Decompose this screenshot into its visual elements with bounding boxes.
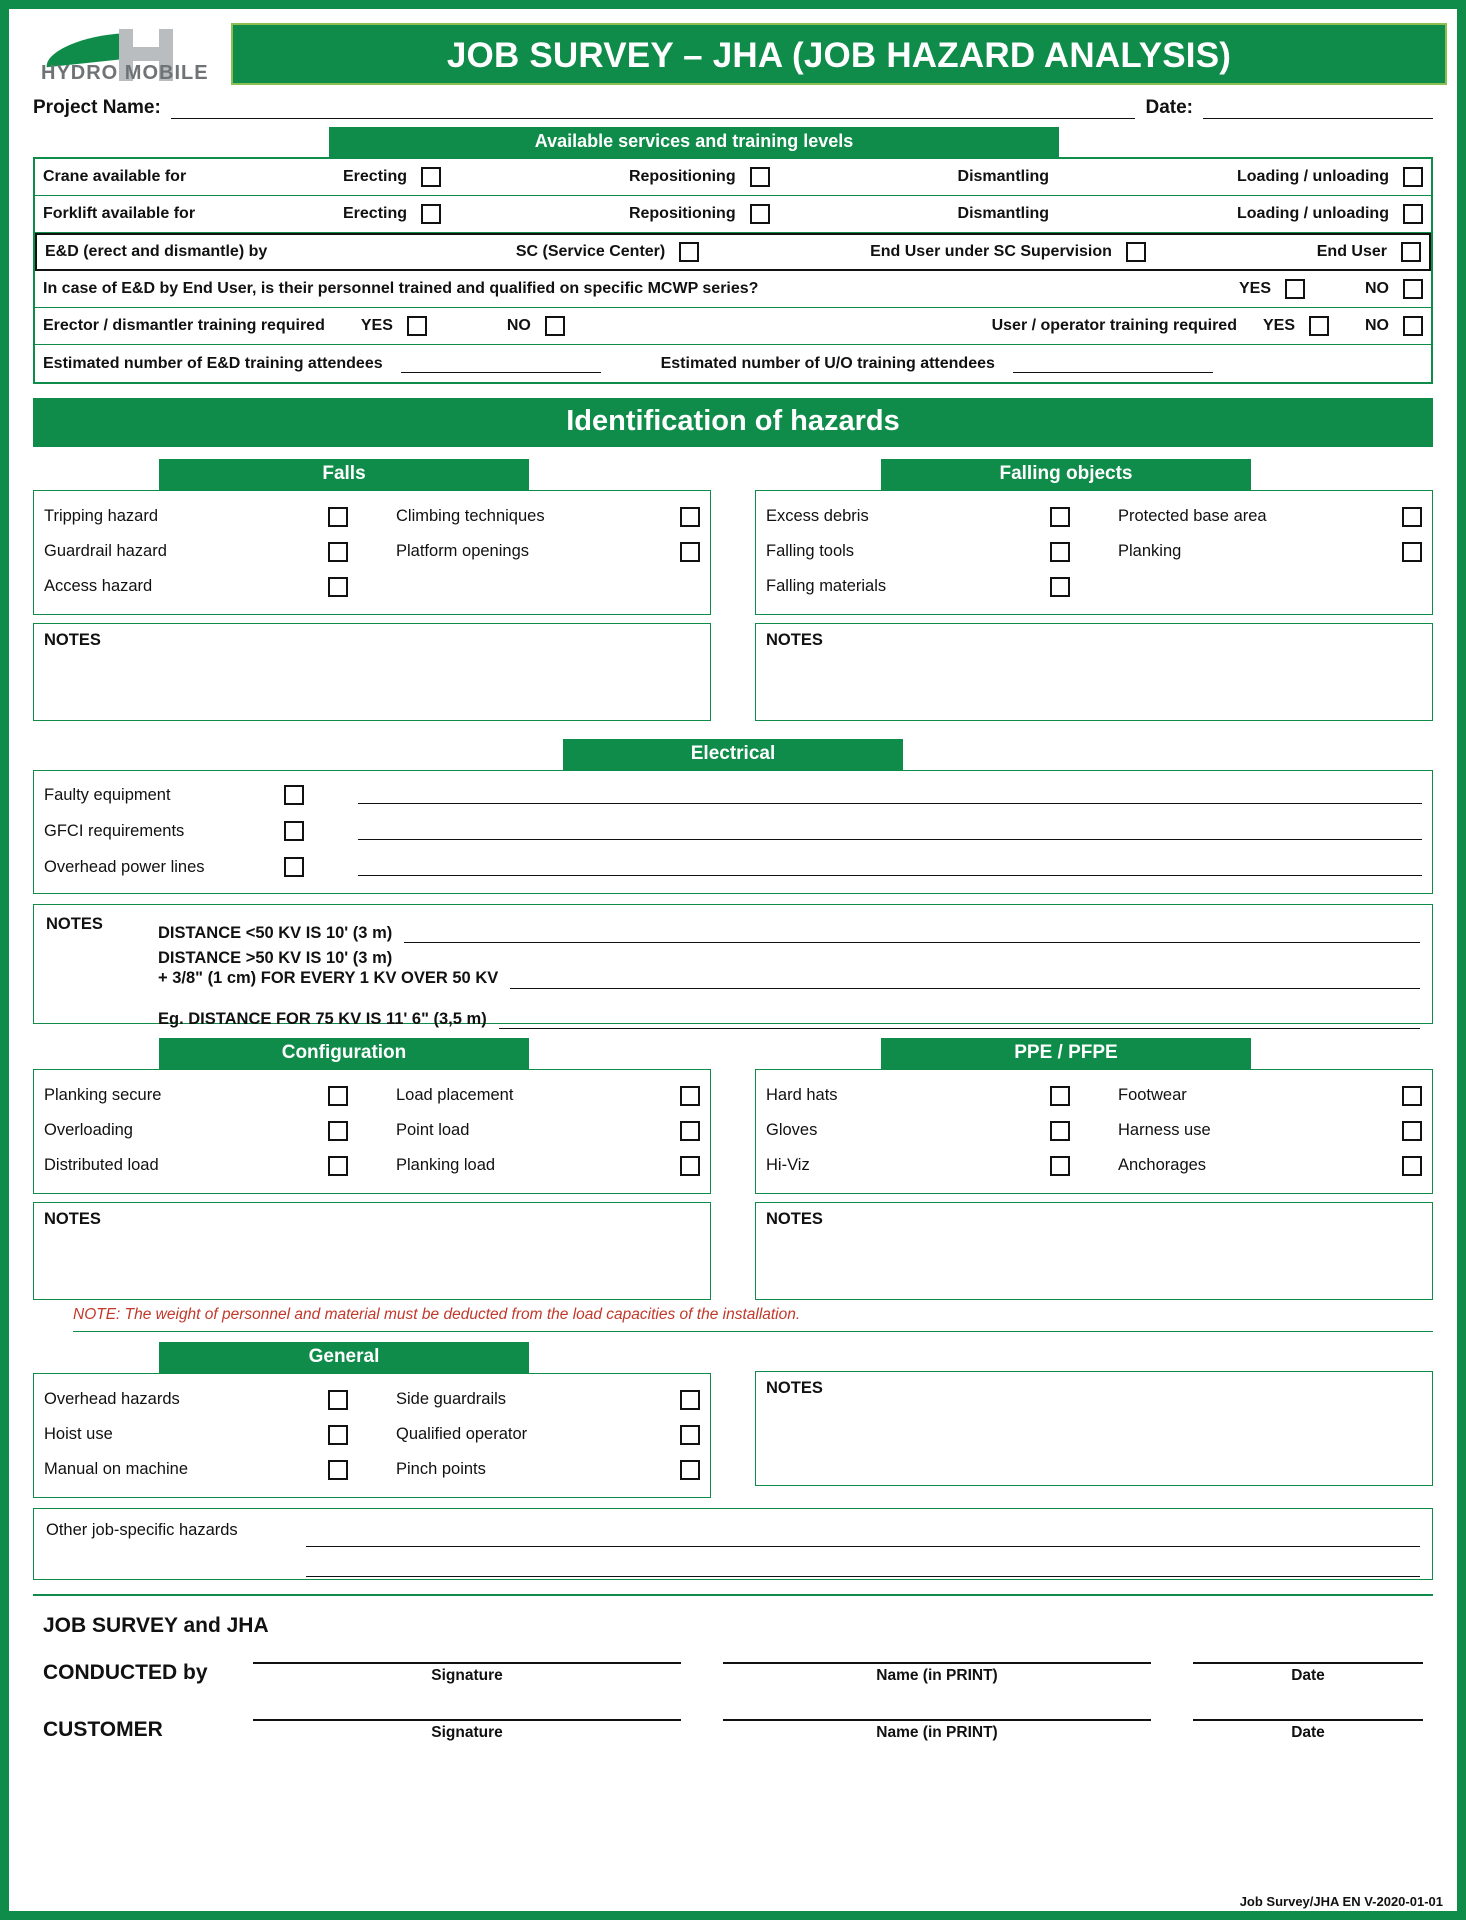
ppe-box	[755, 1069, 1433, 1194]
general-item[interactable]	[396, 1382, 700, 1417]
signature-divider	[33, 1594, 1433, 1596]
ppe-item-label: Gloves	[766, 1121, 818, 1139]
falling-objects-box	[755, 490, 1433, 615]
conducted-date-caption: Date	[1291, 1667, 1325, 1685]
trained-no-checkbox[interactable]	[1403, 279, 1423, 299]
falls-notes[interactable]	[33, 623, 711, 721]
hazards-section	[33, 398, 1433, 1498]
falls-item-label: Platform openings	[396, 542, 529, 560]
ed-by-enduser-checkbox[interactable]	[1401, 242, 1421, 262]
training-required-row	[35, 308, 1431, 345]
falling-objects-item-checkbox[interactable]	[1402, 507, 1422, 527]
customer-signature-caption: Signature	[431, 1724, 503, 1742]
ppe-item[interactable]	[1118, 1078, 1422, 1113]
ppe-item[interactable]	[1118, 1148, 1422, 1183]
falls-item-checkbox[interactable]	[328, 577, 348, 597]
hazard-group-ppe	[755, 1038, 1433, 1300]
configuration-item-label: Load placement	[396, 1086, 514, 1104]
electrical-item[interactable]	[44, 777, 1422, 813]
forklift-label: Forklift available for	[43, 205, 196, 222]
ppe-item-label: Harness use	[1118, 1121, 1211, 1139]
signature-section	[43, 1612, 1423, 1742]
configuration-box	[33, 1069, 711, 1194]
general-item[interactable]	[44, 1452, 348, 1487]
configuration-item-checkbox[interactable]	[328, 1156, 348, 1176]
general-item-checkbox[interactable]	[328, 1460, 348, 1480]
configuration-item-label: Point load	[396, 1121, 470, 1139]
falling-objects-item-label: Protected base area	[1118, 507, 1267, 525]
customer-name-caption: Name (in PRINT)	[876, 1724, 998, 1742]
conducted-title-line1: JOB SURVEY and JHA	[43, 1614, 269, 1637]
electrical-title: Electrical	[563, 739, 903, 770]
general-item-checkbox[interactable]	[680, 1460, 700, 1480]
electrical-item-input[interactable]	[358, 787, 1422, 804]
ppe-item-checkbox[interactable]	[1050, 1156, 1070, 1176]
forklift-repositioning[interactable]	[629, 204, 770, 224]
erector-training-yes[interactable]	[361, 316, 427, 336]
other-hazards-input-1[interactable]	[306, 1517, 1420, 1547]
falling-objects-item[interactable]	[766, 499, 1070, 534]
electrical-item-input[interactable]	[358, 823, 1422, 840]
ppe-item-checkbox[interactable]	[1402, 1121, 1422, 1141]
logo-h-cut-top	[133, 29, 159, 47]
page-header	[19, 21, 1447, 87]
configuration-item-checkbox[interactable]	[328, 1086, 348, 1106]
forklift-loading[interactable]	[1237, 204, 1423, 224]
electrical-notes	[33, 904, 1433, 1028]
customer-name-input[interactable]	[723, 1701, 1151, 1721]
electrical-notes-label: NOTES	[46, 915, 103, 933]
attendees-row	[35, 345, 1431, 382]
user-training-no-label: NO	[1365, 317, 1389, 334]
falling-objects-item-label: Excess debris	[766, 507, 869, 525]
falls-item-label: Climbing techniques	[396, 507, 545, 525]
ppe-item[interactable]	[766, 1148, 1070, 1183]
hazard-group-falls	[33, 459, 711, 721]
crane-dismantling-label: Dismantling	[957, 168, 1050, 185]
forklift-loading-checkbox[interactable]	[1403, 204, 1423, 224]
erector-training-yes-label: YES	[360, 317, 393, 334]
falls-notes-label: NOTES	[44, 631, 101, 649]
crane-erecting[interactable]	[343, 167, 441, 187]
hazard-group-configuration	[33, 1038, 711, 1300]
general-item-label: Pinch points	[396, 1460, 486, 1478]
electrical-section	[33, 739, 1433, 1028]
conducted-title-line2: CONDUCTED by	[43, 1661, 208, 1685]
user-training-label: User / operator training required	[991, 317, 1237, 334]
falling-objects-item[interactable]	[1118, 534, 1422, 569]
ed-by-enduser-label: End User	[1316, 243, 1387, 260]
services-banner: Available services and training levels	[329, 127, 1059, 157]
project-name-input[interactable]	[171, 98, 1136, 119]
electrical-box	[33, 770, 1433, 894]
falling-objects-notes-label: NOTES	[766, 631, 823, 649]
date-input[interactable]	[1203, 98, 1433, 119]
electrical-note-input[interactable]	[510, 974, 1420, 989]
falls-item[interactable]	[44, 534, 348, 569]
customer-label: CUSTOMER	[43, 1718, 163, 1742]
falling-objects-item-checkbox[interactable]	[1050, 507, 1070, 527]
electrical-note-stack	[158, 948, 498, 989]
electrical-note-input[interactable]	[404, 928, 1420, 943]
user-training-no-checkbox[interactable]	[1403, 316, 1423, 336]
trained-no-label: NO	[1365, 280, 1389, 297]
electrical-item-label: Faulty equipment	[44, 785, 171, 804]
hazards-row-configuration	[33, 1038, 1433, 1300]
general-item-label: Overhead hazards	[44, 1390, 180, 1408]
crane-loading[interactable]	[1237, 167, 1423, 187]
crane-loading-label: Loading / unloading	[1237, 168, 1389, 185]
falling-objects-notes[interactable]	[755, 623, 1433, 721]
electrical-note-text: Eg. DISTANCE FOR 75 KV IS 11' 6" (3,5 m)	[158, 1010, 487, 1028]
hazards-row-falls	[33, 459, 1433, 721]
falls-title: Falls	[159, 459, 529, 490]
general-notes-label: NOTES	[766, 1379, 823, 1397]
forklift-row	[35, 196, 1431, 233]
configuration-item-label: Overloading	[44, 1121, 133, 1139]
electrical-item-label: GFCI requirements	[44, 821, 185, 840]
ppe-notes-label: NOTES	[766, 1210, 823, 1228]
customer-signature-input[interactable]	[253, 1701, 681, 1721]
electrical-note-row	[158, 943, 1420, 989]
uo-attendees-label: Estimated number of U/O training attendees	[660, 354, 995, 372]
ed-by-enduser-supervised-checkbox[interactable]	[1126, 242, 1146, 262]
customer-date-input[interactable]	[1193, 1701, 1423, 1721]
project-name-label: Project Name:	[33, 97, 161, 118]
customer-date-field[interactable]	[1193, 1701, 1423, 1742]
trained-yes[interactable]	[1239, 279, 1305, 299]
user-training-no[interactable]	[1365, 316, 1423, 336]
falling-objects-item[interactable]	[766, 534, 1070, 569]
general-item[interactable]	[44, 1417, 348, 1452]
user-training-yes[interactable]	[1263, 316, 1329, 336]
customer-row	[43, 1701, 1423, 1742]
ed-by-sc-checkbox[interactable]	[679, 242, 699, 262]
ppe-item-checkbox[interactable]	[1050, 1121, 1070, 1141]
falling-objects-item[interactable]	[766, 569, 1070, 604]
forklift-dismantling[interactable]	[958, 205, 1050, 223]
conducted-row	[43, 1644, 1423, 1685]
general-item[interactable]	[44, 1382, 348, 1417]
logo-brand-text: HYDRO MOBILE	[41, 62, 209, 84]
user-training-yes-checkbox[interactable]	[1309, 316, 1329, 336]
other-hazards-label: Other job-specific hazards	[46, 1521, 238, 1539]
electrical-note-text: DISTANCE >50 KV IS 10' (3 m)	[158, 948, 393, 967]
ppe-item-checkbox[interactable]	[1402, 1156, 1422, 1176]
trained-row	[35, 271, 1431, 308]
ppe-item-checkbox[interactable]	[1402, 1086, 1422, 1106]
configuration-title: Configuration	[159, 1038, 529, 1069]
falls-item-label: Access hazard	[44, 577, 153, 595]
user-training-yes-label: YES	[1262, 317, 1295, 334]
falls-item-label: Guardrail hazard	[44, 542, 167, 560]
electrical-item[interactable]	[44, 849, 1422, 885]
trained-no[interactable]	[1365, 279, 1423, 299]
ppe-notes[interactable]	[755, 1202, 1433, 1300]
services-table	[33, 157, 1433, 384]
falls-box	[33, 490, 711, 615]
configuration-item[interactable]	[44, 1113, 348, 1148]
conducted-name-input[interactable]	[723, 1644, 1151, 1664]
electrical-item-input[interactable]	[358, 859, 1422, 876]
hydro-mobile-logo	[19, 21, 231, 87]
conducted-date-field[interactable]	[1193, 1644, 1423, 1685]
ed-attendees-label: Estimated number of E&D training attendees	[43, 354, 383, 372]
page-title: JOB SURVEY – JHA (JOB HAZARD ANALYSIS)	[231, 23, 1447, 85]
configuration-item-label: Distributed load	[44, 1156, 159, 1174]
document-code: Job Survey/JHA EN V-2020-01-01	[1239, 1894, 1443, 1909]
customer-name-field[interactable]	[723, 1701, 1151, 1742]
general-item-checkbox[interactable]	[680, 1390, 700, 1410]
conducted-title	[43, 1612, 1423, 1640]
electrical-note-row	[158, 915, 1420, 943]
forklift-erecting-label: Erecting	[343, 205, 408, 222]
configuration-item-label: Planking secure	[44, 1086, 162, 1104]
trained-yes-checkbox[interactable]	[1285, 279, 1305, 299]
date-label: Date:	[1145, 97, 1193, 118]
falls-item-checkbox[interactable]	[680, 542, 700, 562]
uo-attendees-input[interactable]	[1013, 354, 1213, 373]
electrical-item[interactable]	[44, 813, 1422, 849]
general-box	[33, 1373, 711, 1498]
crane-repositioning-checkbox[interactable]	[750, 167, 770, 187]
ed-by-label: E&D (erect and dismantle) by	[45, 243, 268, 260]
forklift-loading-label: Loading / unloading	[1237, 205, 1389, 222]
falling-objects-item-checkbox[interactable]	[1050, 542, 1070, 562]
falling-objects-item-label: Planking	[1118, 542, 1182, 560]
falls-item-checkbox[interactable]	[328, 507, 348, 527]
configuration-item-checkbox[interactable]	[680, 1121, 700, 1141]
electrical-note-text: DISTANCE <50 KV IS 10' (3 m)	[158, 924, 393, 942]
ppe-item-label: Anchorages	[1118, 1156, 1207, 1174]
electrical-note-text: + 3/8" (1 cm) FOR EVERY 1 KV OVER 50 KV	[158, 969, 499, 988]
ed-by-enduser-supervised-label: End User under SC Supervision	[870, 243, 1112, 260]
configuration-item[interactable]	[396, 1113, 700, 1148]
trained-yes-label: YES	[1238, 280, 1271, 297]
ed-by-row	[35, 233, 1431, 271]
hazards-row-general	[33, 1342, 1433, 1498]
general-item-checkbox[interactable]	[328, 1425, 348, 1445]
ppe-item-label: Hard hats	[766, 1086, 838, 1104]
electrical-item-checkbox[interactable]	[284, 785, 304, 805]
falls-item[interactable]	[44, 499, 348, 534]
crane-row	[35, 159, 1431, 196]
electrical-note-row	[158, 1001, 1420, 1029]
configuration-item[interactable]	[44, 1078, 348, 1113]
configuration-item-checkbox[interactable]	[680, 1156, 700, 1176]
erector-training-no[interactable]	[507, 316, 565, 336]
ppe-item[interactable]	[766, 1078, 1070, 1113]
ppe-item[interactable]	[766, 1113, 1070, 1148]
general-item-label: Side guardrails	[396, 1390, 507, 1408]
falls-item-checkbox[interactable]	[328, 542, 348, 562]
ed-by-enduser-supervised[interactable]	[870, 242, 1146, 262]
crane-repositioning-label: Repositioning	[628, 168, 736, 185]
crane-dismantling[interactable]	[958, 168, 1050, 186]
electrical-item-checkbox[interactable]	[284, 821, 304, 841]
forklift-dismantling-label: Dismantling	[957, 205, 1050, 222]
forklift-repositioning-checkbox[interactable]	[750, 204, 770, 224]
ppe-item-checkbox[interactable]	[1050, 1086, 1070, 1106]
erector-training-yes-checkbox[interactable]	[407, 316, 427, 336]
falling-objects-item-label: Falling tools	[766, 542, 855, 560]
configuration-item-checkbox[interactable]	[680, 1086, 700, 1106]
ed-by-sc[interactable]	[516, 242, 699, 262]
general-item-checkbox[interactable]	[680, 1425, 700, 1445]
general-title: General	[159, 1342, 529, 1373]
conducted-date-input[interactable]	[1193, 1644, 1423, 1664]
falls-item-checkbox[interactable]	[680, 507, 700, 527]
ed-by-sc-label: SC (Service Center)	[515, 243, 666, 260]
project-row	[33, 97, 1443, 119]
conducted-signature-caption: Signature	[431, 1667, 503, 1685]
hazards-banner: Identification of hazards	[33, 398, 1433, 447]
general-notes[interactable]	[755, 1371, 1433, 1486]
configuration-item[interactable]	[396, 1078, 700, 1113]
hazard-group-falling-objects	[755, 459, 1433, 721]
conducted-name-caption: Name (in PRINT)	[876, 1667, 998, 1685]
customer-signature-field[interactable]	[253, 1701, 681, 1742]
crane-label: Crane available for	[43, 168, 187, 185]
ppe-title: PPE / PFPE	[881, 1038, 1251, 1069]
crane-erecting-checkbox[interactable]	[421, 167, 441, 187]
falls-item[interactable]	[44, 569, 348, 604]
crane-erecting-label: Erecting	[343, 168, 408, 185]
configuration-item-label: Planking load	[396, 1156, 496, 1174]
falling-objects-title: Falling objects	[881, 459, 1251, 490]
falling-objects-item-label: Falling materials	[766, 577, 887, 595]
forklift-repositioning-label: Repositioning	[628, 205, 736, 222]
falls-item[interactable]	[396, 534, 700, 569]
trained-question-label: In case of E&D by End User, is their personnel trained and qualified on specific MCWP series?	[43, 280, 759, 297]
ppe-item[interactable]	[1118, 1113, 1422, 1148]
conducted-signature-input[interactable]	[253, 1644, 681, 1664]
configuration-notes[interactable]	[33, 1202, 711, 1300]
configuration-item[interactable]	[396, 1148, 700, 1183]
general-item-label: Hoist use	[44, 1425, 113, 1443]
erector-training-no-checkbox[interactable]	[545, 316, 565, 336]
configuration-notes-label: NOTES	[44, 1210, 101, 1228]
ppe-item-label: Hi-Viz	[766, 1156, 810, 1174]
falls-item-label: Tripping hazard	[44, 507, 159, 525]
configuration-item-checkbox[interactable]	[328, 1121, 348, 1141]
general-item-label: Qualified operator	[396, 1425, 528, 1443]
electrical-note-input[interactable]	[499, 1014, 1420, 1029]
general-item[interactable]	[396, 1452, 700, 1487]
general-notes-col	[755, 1342, 1433, 1498]
other-hazards-box	[33, 1508, 1433, 1580]
ed-by-enduser[interactable]	[1317, 242, 1421, 262]
general-item-label: Manual on machine	[44, 1460, 189, 1478]
hazard-group-general	[33, 1342, 711, 1498]
falls-item[interactable]	[396, 499, 700, 534]
conducted-signature-field[interactable]	[253, 1644, 681, 1685]
electrical-item-label: Overhead power lines	[44, 857, 205, 876]
other-hazards-input-2[interactable]	[306, 1547, 1420, 1577]
falling-objects-item-checkbox[interactable]	[1050, 577, 1070, 597]
forklift-erecting-checkbox[interactable]	[421, 204, 441, 224]
load-capacity-note: NOTE: The weight of personnel and material must be deducted from the load capacities of the installation.	[73, 1306, 1433, 1332]
erector-training-label: Erector / dismantler training required	[43, 317, 325, 334]
erector-training-no-label: NO	[506, 317, 531, 334]
electrical-item-checkbox[interactable]	[284, 857, 304, 877]
forklift-erecting[interactable]	[343, 204, 441, 224]
falling-objects-item-checkbox[interactable]	[1402, 542, 1422, 562]
conducted-name-field[interactable]	[723, 1644, 1151, 1685]
general-item[interactable]	[396, 1417, 700, 1452]
ed-attendees-input[interactable]	[401, 354, 601, 373]
crane-repositioning[interactable]	[629, 167, 770, 187]
customer-date-caption: Date	[1291, 1724, 1325, 1742]
general-item-checkbox[interactable]	[328, 1390, 348, 1410]
crane-loading-checkbox[interactable]	[1403, 167, 1423, 187]
configuration-item[interactable]	[44, 1148, 348, 1183]
ppe-item-label: Footwear	[1118, 1086, 1187, 1104]
falling-objects-item[interactable]	[1118, 499, 1422, 534]
